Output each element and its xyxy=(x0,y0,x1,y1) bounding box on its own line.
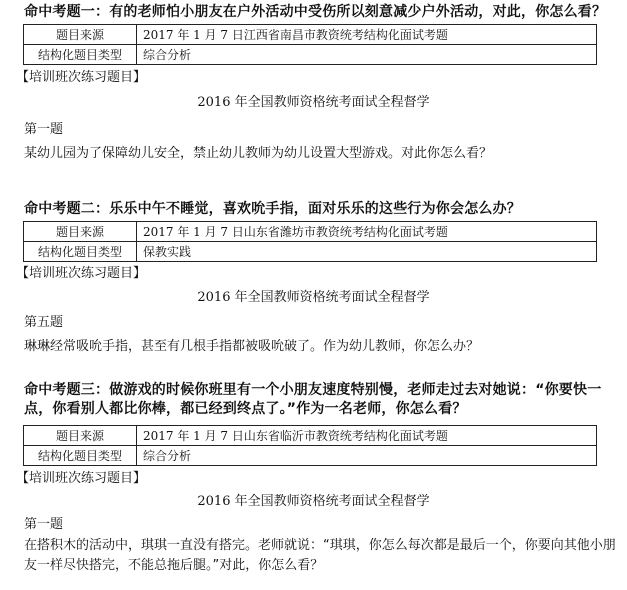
type-value: 综合分析 xyxy=(137,45,597,65)
source-value: 2017 年 1 月 7 日山东省潍坊市教资统考结构化面试考题 xyxy=(137,222,597,242)
question-text: 某幼儿园为了保障幼儿安全，禁止幼儿教师为幼儿设置大型游戏。对此你怎么看？ xyxy=(24,146,493,161)
practice-title: 2016 年全国教师资格统考面试全程督学 xyxy=(197,494,430,509)
source-label: 题目来源 xyxy=(24,426,137,446)
source-value: 2017 年 1 月 7 日江西省南昌市教资统考结构化面试考题 xyxy=(137,25,597,45)
section-title: 命中考题三：做游戏的时候你班里有一个小朋友速度特别慢，老师走过去对她说：“你要快一点，你看别人都比你棒，都已经到终点了。”作为一名老师，你怎么看？ xyxy=(24,382,602,417)
source-label: 题目来源 xyxy=(24,222,137,242)
section-2 xyxy=(0,200,627,357)
question-text: 在搭积木的活动中，琪琪一直没有搭完。老师就说：“琪琪，你怎么每次都是最后一个，你要向其他小朋友一样尽快搭完，不能总拖后腿。”对此，你怎么看？ xyxy=(24,538,616,573)
practice-label: 【培训班次练习题目】 xyxy=(16,70,147,85)
type-label: 结构化题目类型 xyxy=(24,45,137,65)
type-value: 保教实践 xyxy=(137,242,597,262)
source-label: 题目来源 xyxy=(24,25,137,45)
practice-label: 【培训班次练习题目】 xyxy=(16,266,147,281)
section-title: 命中考题一：有的老师怕小朋友在户外活动中受伤所以刻意减少户外活动，对此，你怎么看？ xyxy=(24,4,607,20)
type-label: 结构化题目类型 xyxy=(24,446,137,466)
source-table xyxy=(23,24,597,65)
source-value: 2017 年 1 月 7 日山东省临沂市教资统考结构化面试考题 xyxy=(137,426,597,446)
source-table xyxy=(23,425,597,466)
source-table xyxy=(23,221,597,262)
practice-title: 2016 年全国教师资格统考面试全程督学 xyxy=(197,95,430,110)
question-number: 第五题 xyxy=(24,315,64,330)
question-text: 琳琳经常吸吮手指，甚至有几根手指都被吸吮破了。作为幼儿教师，你怎么办？ xyxy=(24,339,480,354)
type-value: 综合分析 xyxy=(137,446,597,466)
section-title: 命中考题二：乐乐中午不睡觉，喜欢吮手指，面对乐乐的这些行为你会怎么办？ xyxy=(24,201,521,217)
practice-label: 【培训班次练习题目】 xyxy=(16,471,147,486)
type-label: 结构化题目类型 xyxy=(24,242,137,262)
section-3 xyxy=(0,381,627,576)
section-1 xyxy=(0,3,627,164)
question-number: 第一题 xyxy=(24,122,64,137)
question-number: 第一题 xyxy=(24,517,64,532)
practice-title: 2016 年全国教师资格统考面试全程督学 xyxy=(197,290,430,305)
